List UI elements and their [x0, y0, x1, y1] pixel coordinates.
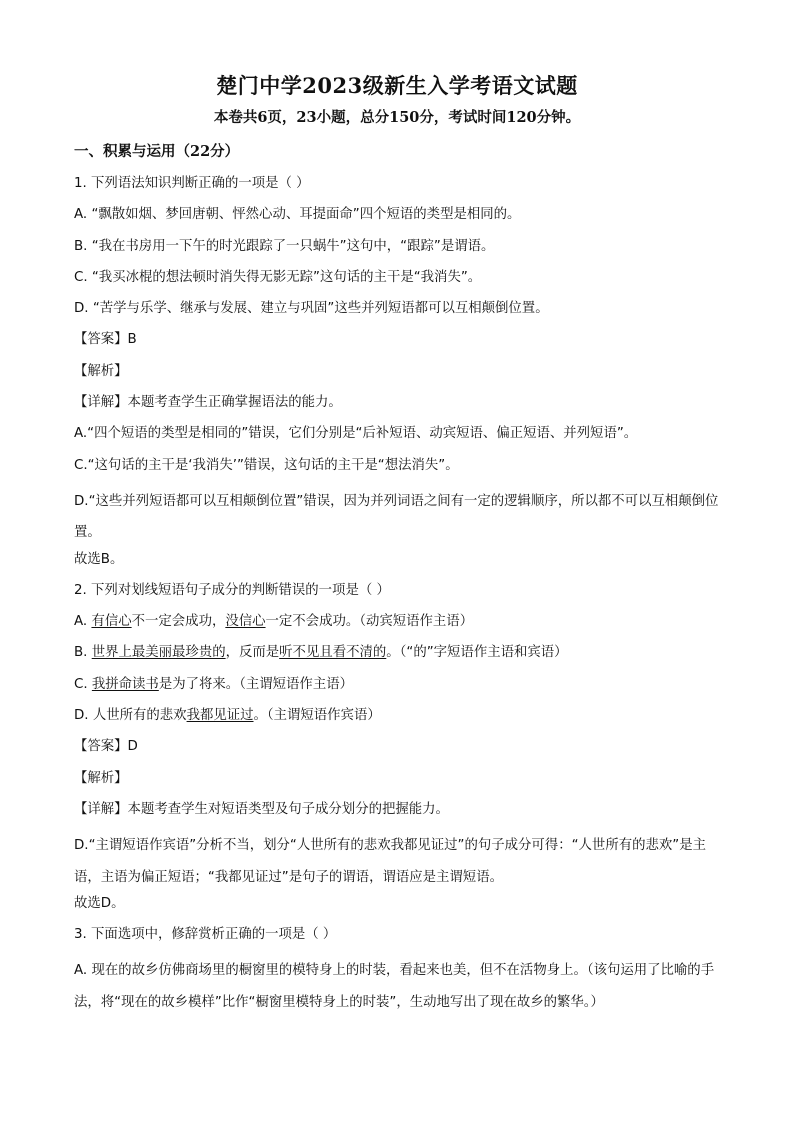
- q2-option-d: [74, 705, 726, 736]
- underlined-phrase: 有信心: [91, 614, 132, 630]
- q2-answer: 【答案】D: [74, 739, 138, 755]
- q2-option-a: [74, 611, 726, 642]
- text: 一定不会成功。（动宾短语作主语）: [265, 614, 474, 630]
- text: A.: [74, 614, 92, 630]
- q1-detail: 【详解】本题考查学生正确掌握语法的能力。: [74, 395, 342, 411]
- text: D. 人世所有的悲欢: [74, 708, 187, 724]
- q2-analysis-label: 【解析】: [74, 770, 128, 786]
- q1-explain-a: A.“四个短语的类型是相同的”错误，它们分别是“后补短语、动宾短语、偏正短语、并列短语”。: [74, 426, 638, 442]
- section-heading: 一、积累与运用（22分）: [74, 143, 240, 160]
- exam-info: 本卷共6页，23小题，总分150分，考试时间120分钟。: [213, 109, 581, 126]
- underlined-phrase: 我都见证过: [186, 708, 254, 724]
- q2-option-c: [74, 674, 726, 705]
- q1-explain-c: C.“这句话的主干是‘我消失’”错误，这句话的主干是“想法消失”。: [74, 457, 459, 473]
- q2-stem: 2. 下列对划线短语句子成分的判断错误的一项是（ ）: [74, 582, 390, 598]
- underlined-phrase: 没信心: [225, 614, 266, 630]
- q1-option-c: C. “我买冰棍的想法顿时消失得无影无踪”这句话的主干是“我消失”。: [74, 269, 482, 285]
- q3-stem: 3. 下面选项中，修辞赏析正确的一项是（ ）: [74, 927, 337, 943]
- text: B.: [74, 645, 92, 661]
- q1-option-d: D. “苦学与乐学、继承与发展、建立与巩固”这些并列短语都可以互相颠倒位置。: [74, 301, 549, 317]
- q1-explain-d: D.“这些并列短语都可以互相颠倒位置”错误，因为并列词语之间有一定的逻辑顺序，所以都不可以互相颠倒位置。: [74, 493, 719, 541]
- q2-detail: 【详解】本题考查学生对短语类型及句子成分划分的把握能力。: [74, 801, 449, 817]
- q1-conclusion: 故选B。: [74, 551, 124, 567]
- q1-stem: 1. 下列语法知识判断正确的一项是（ ）: [74, 176, 310, 191]
- underlined-phrase: 听不见且看不清的: [279, 645, 387, 661]
- text: ，反而是: [225, 645, 280, 661]
- text: 不一定会成功，: [131, 614, 226, 630]
- text: C.: [74, 676, 92, 692]
- q2-conclusion: 故选D。: [74, 895, 125, 911]
- q1-answer: 【答案】B: [74, 332, 137, 348]
- question-list: [74, 173, 726, 1018]
- q2-option-b: [74, 642, 726, 673]
- page-title: 楚门中学2023级新生入学考语文试题: [216, 73, 578, 98]
- underlined-phrase: 我拼命读书: [91, 676, 159, 692]
- q2-explain-d: D.“主谓短语作宾语”分析不当，划分“人世所有的悲欢我都见证过”的句子成分可得：“人世所有的悲欢”是主语，主语为偏正短语；“我都见证过”是句子的谓语，谓语应是主谓短语。: [74, 838, 706, 885]
- underlined-phrase: 世界上最美丽最珍贵的: [91, 645, 226, 661]
- text: 是为了将来。（主谓短语作主语）: [158, 676, 353, 692]
- text: 。（主谓短语作宾语）: [253, 708, 381, 724]
- q1-option-a: A. “飘散如烟、梦回唐朝、怦然心动、耳提面命”四个短语的类型是相同的。: [74, 207, 521, 223]
- q3-option-a: A. 现在的故乡仿佛商场里的橱窗里的模特身上的时装，看起来也美，但不在活物身上。（该句运用了比喻的手法，将“现在的故乡模样”比作“橱窗里模特身上的时装”，生动地写出了现在故乡的繁华。）: [74, 963, 715, 1010]
- text: 。（“的”字短语作主语和宾语）: [386, 645, 568, 661]
- q1-option-b: B. “我在书房用一下午的时光跟踪了一只蜗牛”这句中，“跟踪”是谓语。: [74, 238, 495, 254]
- q1-analysis-label: 【解析】: [74, 363, 128, 379]
